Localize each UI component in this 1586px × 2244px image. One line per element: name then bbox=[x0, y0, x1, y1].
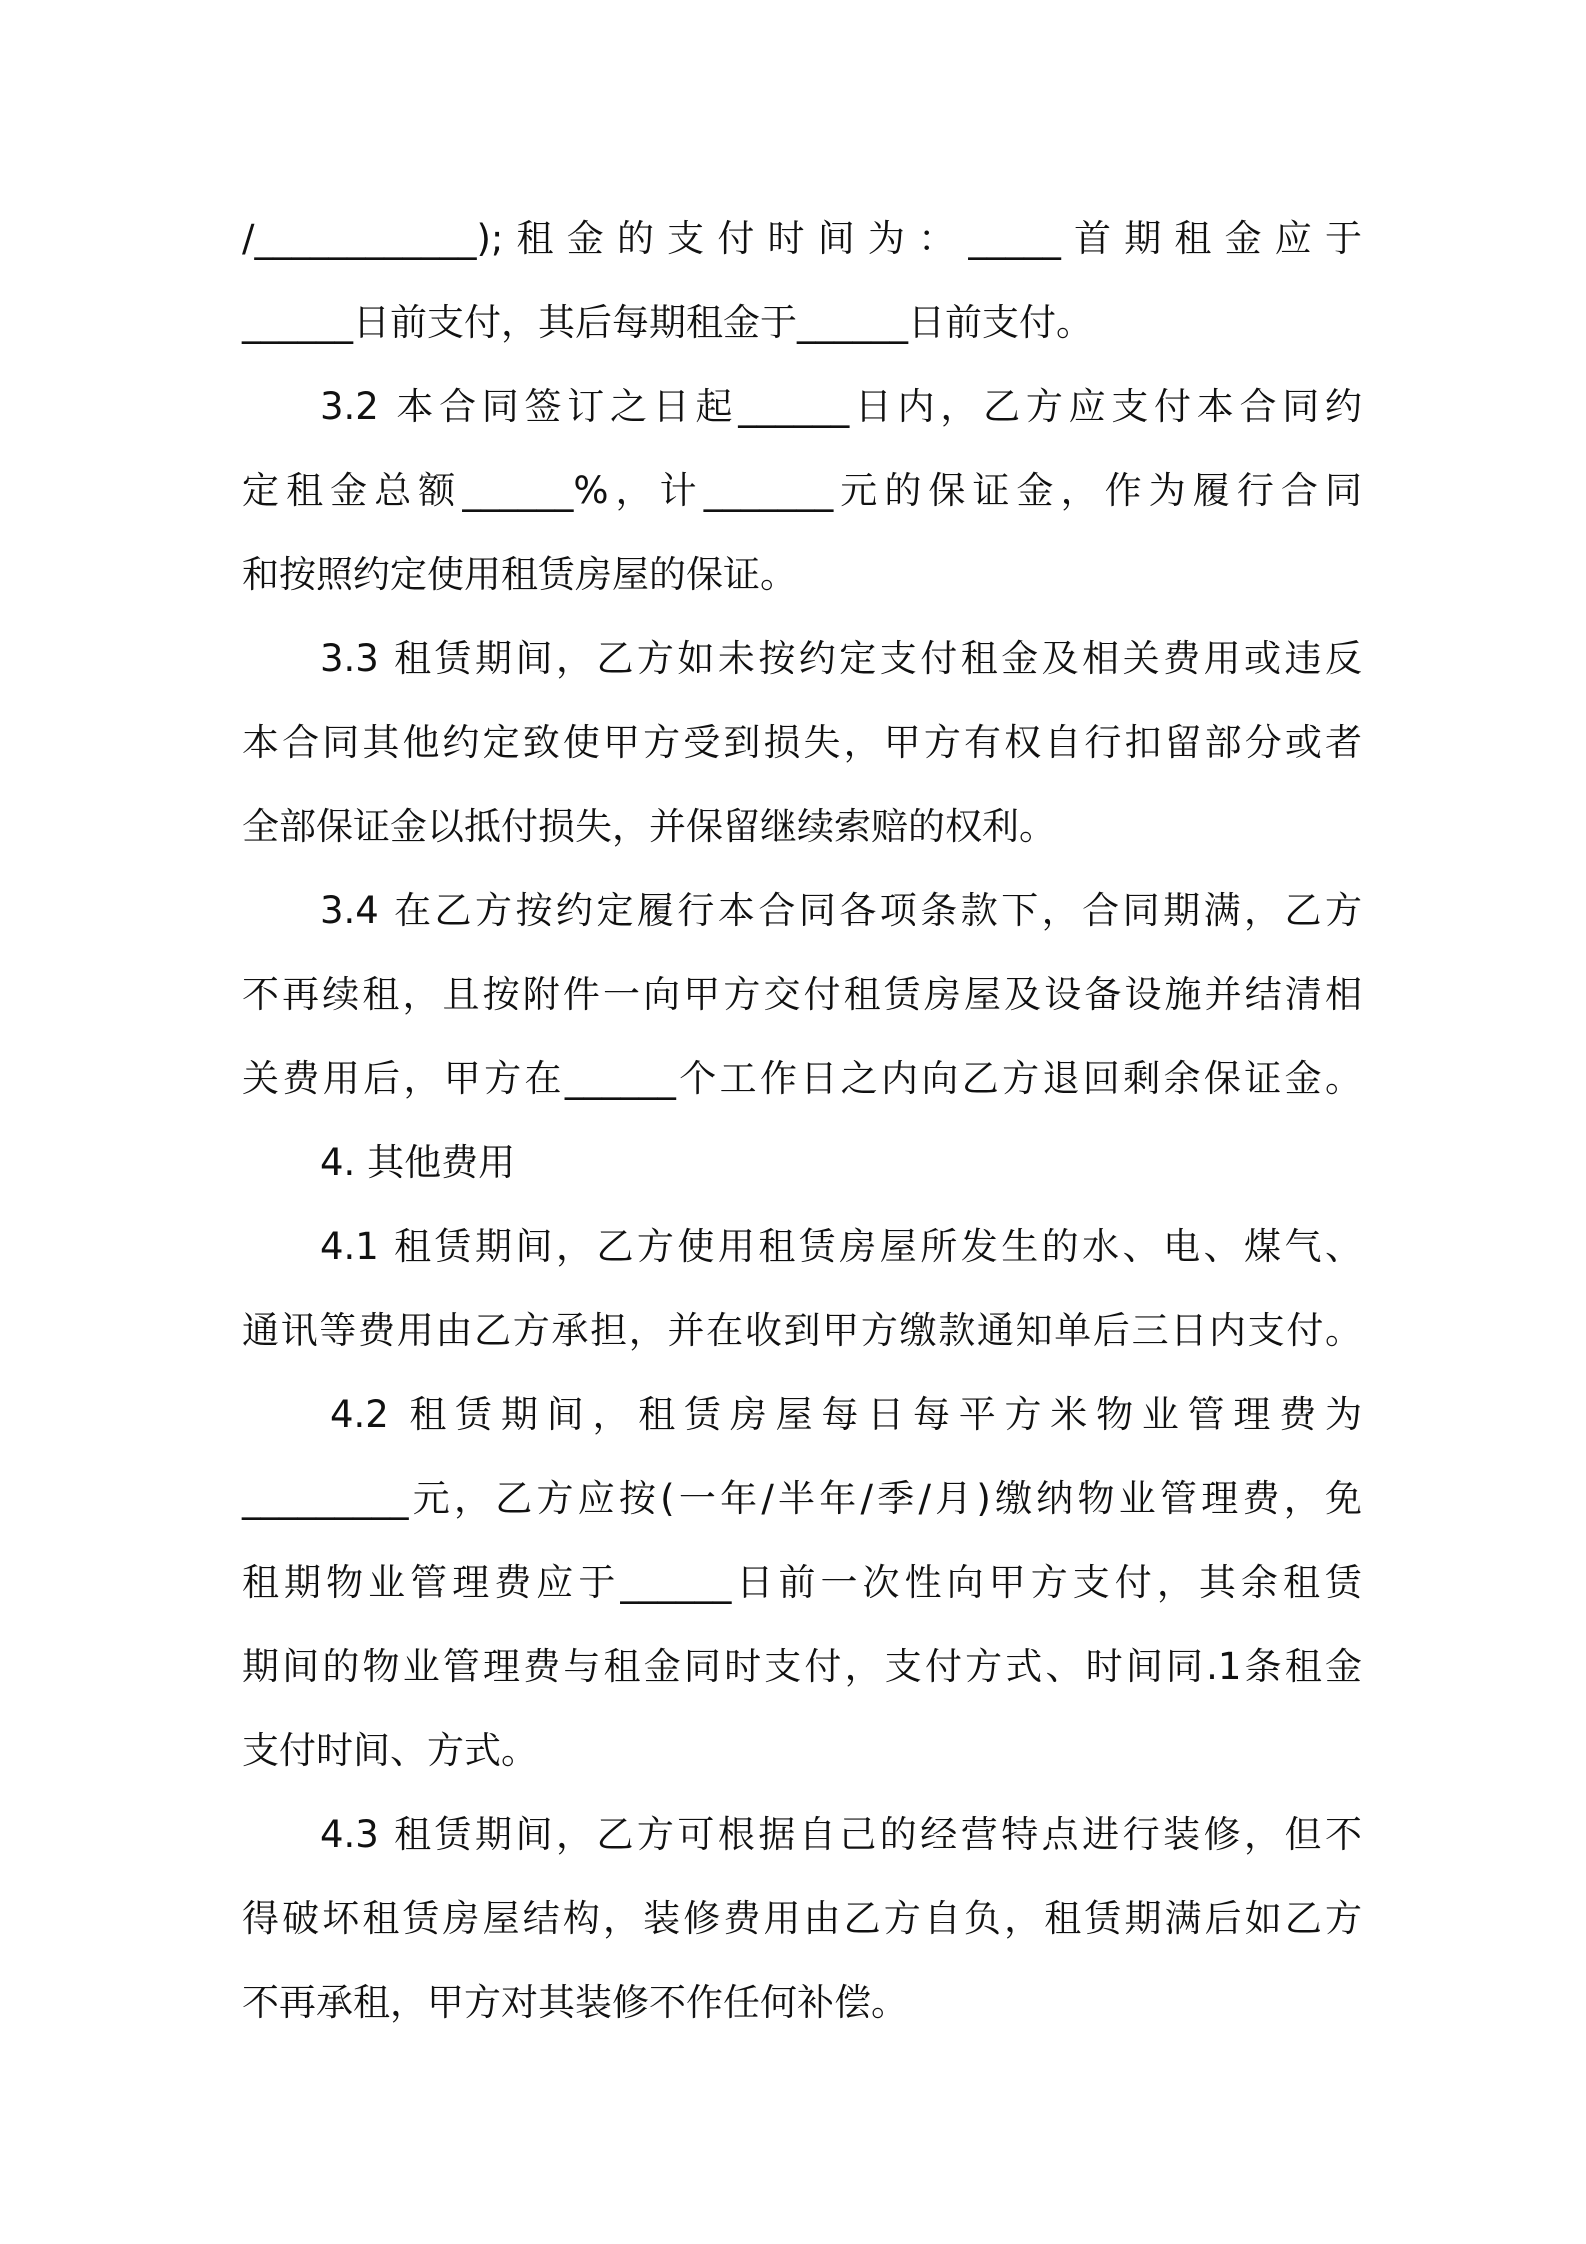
text-line: 不再承租，甲方对其装修不作任何补偿。 bbox=[242, 1981, 908, 2024]
text-line: 3.4 在乙方按约定履行本合同各项条款下，合同期满，乙方 bbox=[320, 889, 1362, 932]
section-heading: 4. 其他费用 bbox=[320, 1141, 516, 1184]
text-line: 不再续租，且按附件一向甲方交付租赁房屋及设备设施并结清相 bbox=[242, 973, 1362, 1016]
text-line: 通讯等费用由乙方承担，并在收到甲方缴款通知单后三日内支付。 bbox=[242, 1309, 1362, 1352]
text-line: 支付时间、方式。 bbox=[242, 1729, 538, 1772]
text-line: 和按照约定使用租赁房屋的保证。 bbox=[242, 553, 797, 596]
text-line: 全部保证金以抵付损失，并保留继续索赔的权利。 bbox=[242, 805, 1056, 848]
text-line: 3.3 租赁期间，乙方如未按约定支付租金及相关费用或违反 bbox=[320, 637, 1362, 680]
text-line: 4.1 租赁期间，乙方使用租赁房屋所发生的水、电、煤气、 bbox=[320, 1225, 1362, 1268]
text-line: _________元，乙方应按(一年/半年/季/月)缴纳物业管理费，免 bbox=[242, 1477, 1362, 1520]
text-line: 4.2 租赁期间，租赁房屋每日每平方米物业管理费为 bbox=[330, 1393, 1362, 1436]
contract-text bbox=[242, 197, 1362, 2045]
text-line: 4.3 租赁期间，乙方可根据自己的经营特点进行装修，但不 bbox=[320, 1813, 1362, 1856]
text-line: 得破坏租赁房屋结构，装修费用由乙方自负，租赁期满后如乙方 bbox=[242, 1897, 1362, 1940]
text-line: 定租金总额______%，计_______元的保证金，作为履行合同 bbox=[242, 469, 1362, 512]
text-line: 关费用后，甲方在______个工作日之内向乙方退回剩余保证金。 bbox=[242, 1057, 1362, 1100]
text-line: /____________);租金的支付时间为：_____首期租金应于 bbox=[242, 217, 1362, 260]
text-line: 期间的物业管理费与租金同时支付，支付方式、时间同.1条租金 bbox=[242, 1645, 1362, 1688]
text-line: 3.2 本合同签订之日起______日内，乙方应支付本合同约 bbox=[320, 385, 1362, 428]
text-line: 本合同其他约定致使甲方受到损失，甲方有权自行扣留部分或者 bbox=[242, 721, 1362, 764]
text-line: 租期物业管理费应于______日前一次性向甲方支付，其余租赁 bbox=[242, 1561, 1362, 1604]
text-line: ______日前支付，其后每期租金于______日前支付。 bbox=[242, 301, 1093, 344]
